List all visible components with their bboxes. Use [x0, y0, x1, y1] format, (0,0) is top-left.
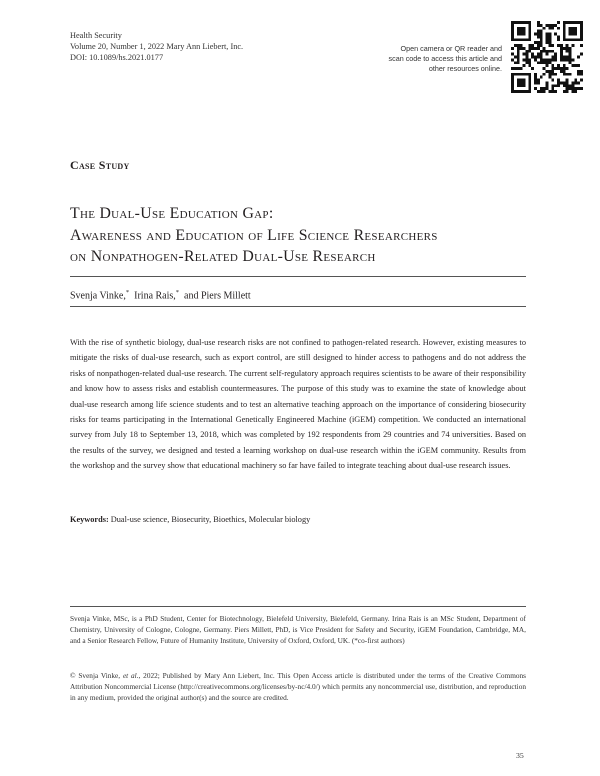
author-name: Irina Rais,: [134, 290, 176, 302]
title-line: Awareness and Education of Life Science Researchers: [70, 226, 438, 244]
author-rule: [70, 306, 526, 307]
keywords: [70, 514, 526, 526]
license-footnote: [70, 670, 526, 704]
license-text: , 2022; Published by Mary Ann Liebert, Inc. This Open Access article is distributed under the terms of the Creative Commons Attribution Noncommercial License (http://creativecommons.org/licenses/by-nc/4.0/) which permits any noncommercial use, distribution, and reproduction in any medium, provided the original author(s) and the source are credited.: [70, 671, 527, 703]
author-list: [70, 287, 251, 302]
license-prefix: © Svenja Vinke,: [70, 671, 123, 680]
section-label: Case Study: [70, 158, 130, 172]
qr-code-icon[interactable]: [511, 21, 583, 93]
abstract: With the rise of synthetic biology, dual-use research risks are not confined to pathogen-related research. However, existing measures to mitigate the risks of dual-use research, such as export control, are still designed to hinder access to pathogens and do not address the risks of nonpathogen-related dual-use research. The current self-regulatory approach requires scientists to be aware of their responsibility and know how to assess risks and establish countermeasures. The purpose of this study was to examine the state of knowledge about dual-use research among life science students and to test an alternative teaching approach on the importance of considering biosecurity risks for teams participating in the International Genetically Engineered Machine (iGEM) competition. We conducted an international survey from July 18 to September 13, 2018, which was completed by 192 respondents from 29 countries and 74 universities. Based on the results of the survey, we designed and tested a learning workshop on dual-use research within the iGEM community. Results from the workshop and the survey show that educational machinery so far have failed to integrate teaching about dual-use research issues.: [70, 338, 526, 471]
qr-note: Open camera or QR reader and scan code to access this article and other resources online.: [388, 44, 502, 73]
journal-volume: Volume 20, Number 1, 2022 Mary Ann Liebert, Inc.: [70, 42, 244, 51]
co-first-mark: *: [175, 289, 180, 296]
author-name: Svenja Vinke,: [70, 290, 126, 302]
title-line: The Dual-Use Education Gap:: [70, 205, 274, 222]
keywords-list: Dual-use science, Biosecurity, Bioethics, Molecular biology: [110, 515, 311, 524]
title-line: on Nonpathogen-Related Dual-Use Research: [70, 248, 376, 265]
affiliation-footnote: Svenja Vinke, MSc, is a PhD Student, Center for Biotechnology, Bielefeld University, Bielefeld, Germany. Irina Rais is an MSc Student, Department of Chemistry, University of Cologne, Cologne, Germany. Piers Millett, PhD, is Vice President for Safety and Security, iGEM Foundation, Cambridge, MA, and a Senior Research Fellow, Future of Humanity Institute, University of Oxford, Oxford, UK. (*co-first authors): [70, 614, 526, 646]
title-rule: [70, 276, 526, 277]
journal-name: Health Security: [70, 31, 122, 40]
journal-doi[interactable]: DOI: 10.1089/hs.2021.0177: [70, 53, 164, 62]
journal-header: [70, 30, 243, 63]
author-name: and Piers Millett: [184, 290, 251, 302]
article-title: [70, 203, 540, 268]
page-number: 35: [516, 751, 524, 760]
license-etal: et al.: [122, 671, 139, 680]
keywords-label: Keywords:: [70, 515, 109, 524]
footnote-rule: [70, 606, 526, 607]
co-first-mark: *: [125, 289, 130, 296]
